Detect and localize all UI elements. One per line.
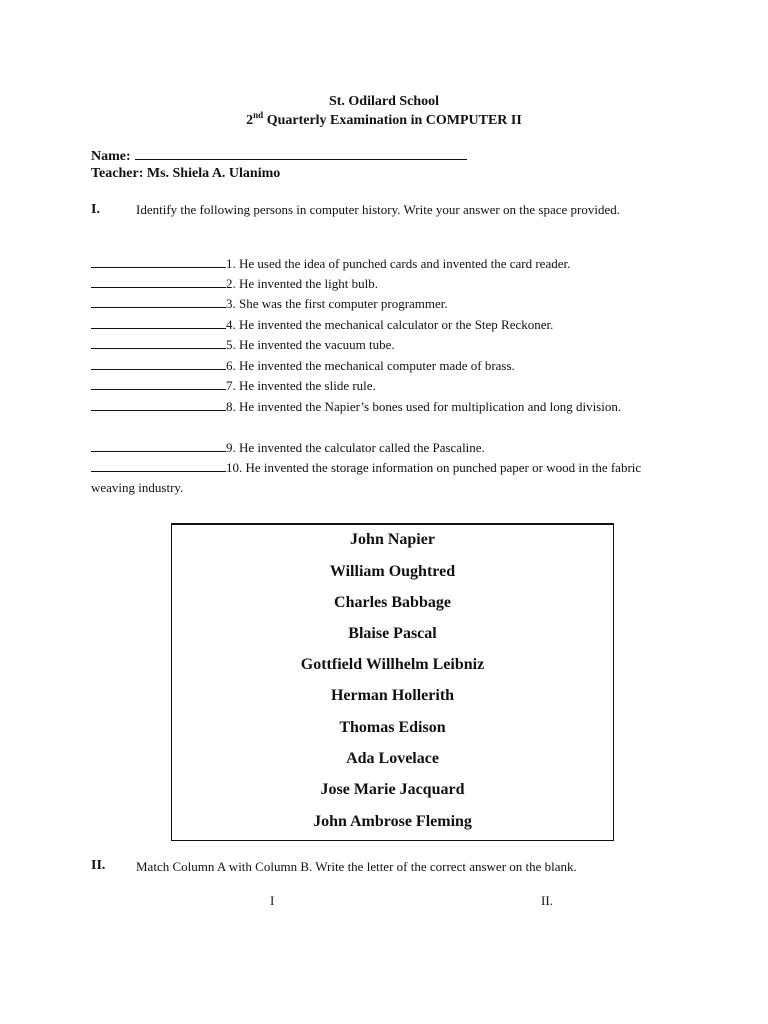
question-text: 5. He invented the vacuum tube.: [226, 337, 395, 352]
section-1-instruction: Identify the following persons in computer history. Write your answer on the space provided.: [136, 202, 620, 217]
choice-name: William Oughtred: [329, 563, 456, 580]
choice-name: Charles Babbage: [334, 594, 451, 611]
question-text: 6. He invented the mechanical computer made of brass.: [226, 358, 515, 373]
answer-blank[interactable]: [91, 295, 226, 308]
question-text: 8. He invented the Napier’s bones used for multiplication and long division.: [226, 399, 622, 414]
teacher-field: [91, 166, 280, 182]
choice-name: Herman Hollerith: [330, 687, 455, 704]
answer-blank[interactable]: [91, 459, 226, 472]
section-2-number: II.: [91, 858, 106, 873]
question-text: 9. He invented the calculator called the Pascaline.: [226, 440, 485, 455]
question-text: 1. He used the idea of punched cards and invented the card reader.: [226, 256, 571, 271]
name-blank[interactable]: [135, 147, 467, 160]
teacher-value: Ms. Shiela A. Ulanimo: [146, 166, 281, 181]
question-text: 7. He invented the slide rule.: [226, 378, 376, 393]
question-text: 2. He invented the light bulb.: [226, 276, 379, 291]
choice-name: Thomas Edison: [339, 719, 446, 736]
choice-name: John Napier: [350, 531, 435, 548]
question-item: [91, 356, 681, 376]
question-text: 3. She was the first computer programmer.: [226, 296, 448, 311]
section-2-instruction: Match Column A with Column B. Write the letter of the correct answer on the blank.: [136, 859, 577, 874]
question-item: [91, 458, 681, 498]
question-item: [91, 438, 681, 458]
school-name: St. Odilard School: [328, 94, 440, 109]
teacher-label: Teacher:: [91, 166, 144, 181]
exam-title-text: Quarterly Examination in COMPUTER II: [263, 113, 522, 128]
answer-choices-box: [171, 523, 614, 841]
choice-name: Gottfield Willhelm Leibniz: [300, 656, 485, 673]
question-text: 10. He invented the storage information on punched paper or wood in the fabric weaving industry.: [91, 460, 642, 495]
choice-name: Ada Lovelace: [346, 750, 439, 767]
question-item: [91, 397, 681, 417]
question-item: [91, 376, 681, 396]
answer-blank[interactable]: [91, 377, 226, 390]
question-item: [91, 274, 681, 294]
answer-blank[interactable]: [91, 275, 226, 288]
question-item: [91, 335, 681, 355]
answer-blank[interactable]: [91, 439, 226, 452]
answer-blank[interactable]: [91, 398, 226, 411]
choice-name: Blaise Pascal: [348, 625, 437, 642]
answer-blank[interactable]: [91, 336, 226, 349]
exam-title: [0, 110, 768, 129]
question-item: [91, 294, 681, 314]
choice-name: John Ambrose Fleming: [313, 813, 472, 830]
question-item: [91, 315, 681, 335]
question-text: 4. He invented the mechanical calculator or the Step Reckoner.: [226, 317, 554, 332]
question-item: [91, 254, 681, 274]
section-1-number: I.: [91, 202, 100, 217]
name-label: Name:: [91, 149, 131, 164]
exam-ordinal: nd: [253, 110, 264, 120]
exam-number: 2: [246, 113, 254, 128]
column-b-label: II.: [541, 893, 553, 908]
answer-blank[interactable]: [91, 357, 226, 370]
answer-blank[interactable]: [91, 316, 226, 329]
name-field: [91, 147, 467, 165]
choice-name: Jose Marie Jacquard: [320, 781, 465, 798]
answer-blank[interactable]: [91, 255, 226, 268]
column-a-label: I: [270, 893, 275, 908]
